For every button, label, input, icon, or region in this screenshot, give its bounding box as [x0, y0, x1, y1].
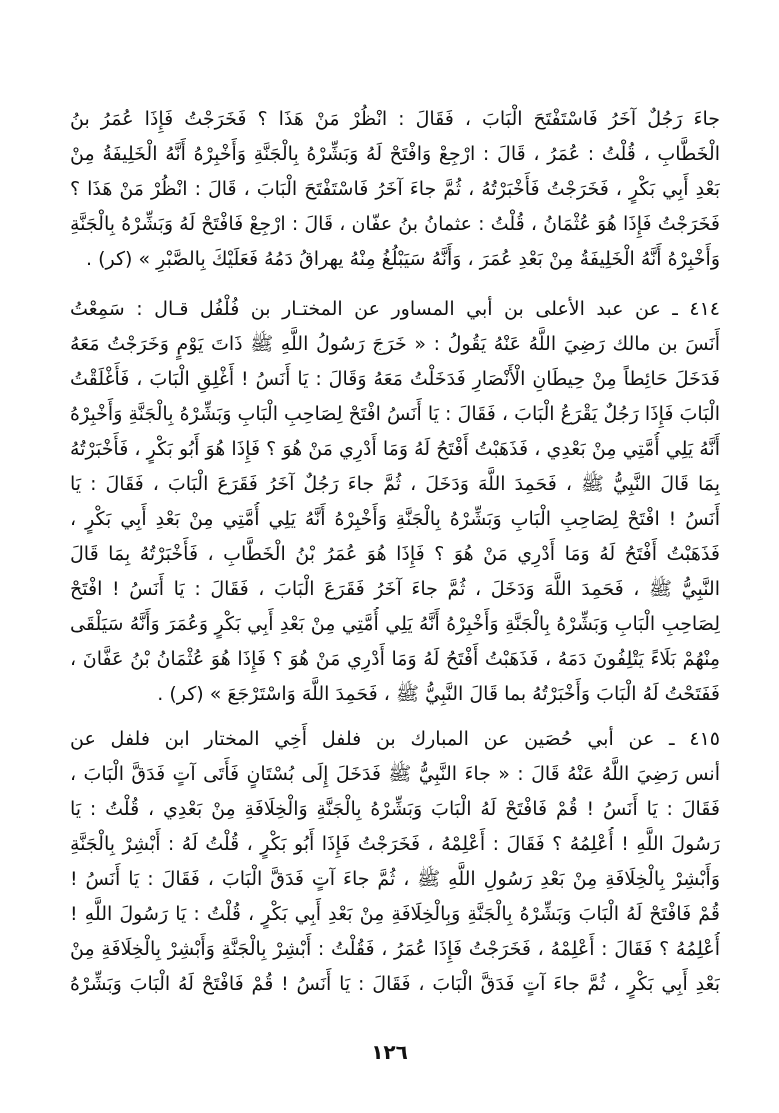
page-number: ١٢٦: [371, 1040, 408, 1064]
text-line: ٤١٥ ـ عن أبي حُصَين عن المبارك بن فلفل أَخِي المختار ابن فلفل عن: [70, 728, 720, 750]
hadith-414: [70, 292, 720, 712]
paragraph-continuation: [70, 102, 720, 277]
text-line: أُعْلِمُهُ ؟ فَقَالَ : أَعْلِمْهُ ، فَخَرَجْتُ فَإِذَا عُمَرُ ، فَقُلْتُ : أَبْشِرْ بِالْجَنَّةِ وَأَبْشِرْ بِالْخِلَافَةِ مِنْ: [70, 938, 720, 960]
text-line: أَنَسُ ! افْتَحْ لِصَاحِبِ الْبَابِ وَبَشِّرْهُ بِالْجَنَّةِ وَأَخْبِرْهُ أَنَّهُ يَلِي أُمَّتِي مِنْ بَعْدِ أَبِي بَكْرٍ ،: [70, 508, 720, 530]
text-line: جاءَ رَجُلٌ آخَرُ فَاسْتَفْتَحَ الْبَابَ ، فَقَالَ : انْظُرْ مَنْ هَذَا ؟ فَخَرَجْتُ فَإِذَا عُمَرُ بنُ: [70, 108, 720, 130]
text-line: النَّبِيُّ ﷺ ، فَحَمِدَ اللَّهَ وَدَخَلَ ، ثُمَّ جاءَ آخَرُ فَقَرَعَ الْبَابَ ، فَقَالَ : يَا أَنَسُ ! افْتَحْ: [70, 578, 720, 600]
text-line: قُمْ فَافْتَحْ لَهُ الْبَابَ وَبَشِّرْهُ بِالْجَنَّةِ وَبِالْخِلَافَةِ مِنْ بَعْدِ أَبِي بَكْرٍ ، قُلْتُ : يَا رَسُولَ اللَّهِ !: [70, 903, 720, 925]
text-line: الْخَطَّابِ ، قُلْتُ : عُمَرُ ، قَالَ : ارْجِعْ وَافْتَحْ لَهُ وَبَشِّرْهُ بِالْجَنَّةِ وَأَخْبِرْهُ أَنَّهُ الْخَلِيفَةُ مِنْ: [70, 143, 720, 165]
text-line: أَنَسَ بن مالك رَضِيَ اللَّهُ عَنْهُ يَقُولُ : « خَرَجَ رَسُولُ اللَّهِ ﷺ ذَاتَ يَوْمٍ وَخَرَجْتُ مَعَهُ: [70, 333, 720, 355]
text-line: ٤١٤ ـ عن عبد الأعلى بن أبي المساور عن المختـار بن فُلْفُل قـال : سَمِعْتُ: [70, 298, 720, 320]
text-line: فَخَرَجْتُ فَإِذَا هُوَ عُثْمَانُ ، قُلْتُ : عثمانُ بنُ عفّان ، قَالَ : ارْجِعْ فَافْتَحْ لَهُ وَبَشِّرْهُ بِالْجَنَّةِ: [70, 213, 720, 235]
text-line: أنس رَضِيَ اللَّهُ عَنْهُ قَالَ : « جاءَ النَّبِيُّ ﷺ فَدَخَلَ إِلَى بُسْتَانٍ فَأَتَى آتٍ فَدَقَّ الْبَابَ ،: [70, 763, 720, 785]
hadith-415: [70, 722, 720, 1002]
text-line: وَأَبْشِرْ بِالْخِلَافَةِ مِنْ بَعْدِ رَسُولِ اللَّهِ ﷺ ، ثُمَّ جاءَ آتٍ فَدَقَّ الْبَابَ ، فَقَالَ : يَا أَنَسُ !: [70, 868, 720, 890]
text-line: فَفَتَحْتُ لَهُ الْبَابَ وَأَخْبَرْتُهُ بما قَالَ النَّبِيُّ ﷺ ، فَحَمِدَ اللَّهَ وَاسْتَرْجَعَ » (كر) .: [157, 683, 720, 705]
text-line: فَدَخَلَ حَائِطاً مِنْ حِيطَانِ الْأَنْصَارِ فَدَخَلْتُ مَعَهُ وَقَالَ : يَا أَنَسُ ! أَغْلِقِ الْبَابَ ، فَأَغْلَقْتُ: [70, 368, 720, 390]
text-line: فَقَالَ : يَا أَنَسُ ! قُمْ فَافْتَحْ لَهُ الْبَابَ وَبَشِّرْهُ بِالْجَنَّةِ وَالْخِلَافَةِ مِنْ بَعْدِي ، قُلْتُ : يَا: [70, 798, 720, 820]
text-line: مِنْهُمْ بَلَاءً يَتْلِفُونَ دَمَهُ ، فَذَهَبْتُ أَفْتَحُ لَهُ وَمَا أَدْرِي مَنْ هُوَ ؟ فَإِذَا هُوَ عُثْمَانُ بْنُ عَفَّانَ ،: [70, 648, 720, 670]
text-line: الْبَابَ فَإِذَا رَجُلٌ يَقْرَعُ الْبَابَ ، فَقَالَ : يَا أَنَسُ افْتَحْ لِصَاحِبِ الْبَابِ وَبَشِّرْهُ بِالْجَنَّةِ وَأَخْبِرْهُ: [70, 403, 720, 425]
text-line: بِمَا قَالَ النَّبِيُّ ﷺ ، فَحَمِدَ اللَّهَ وَدَخَلَ ، ثُمَّ جاءَ رَجُلٌ آخَرُ فَقَرَعَ الْبَابَ ، فَقَالَ : يَا: [70, 473, 720, 495]
text-line: بَعْدِ أَبِي بَكْرٍ ، ثُمَّ جاءَ آتٍ فَدَقَّ الْبَابَ ، فَقَالَ : يَا أَنَسُ ! قُمْ فَافْتَحْ لَهُ الْبَابَ وَبَشِّرْهُ: [70, 973, 720, 995]
text-line: لِصَاحِبِ الْبَابِ وَبَشِّرْهُ بِالْجَنَّةِ وَأَخْبِرْهُ أَنَّهُ يَلِي أُمَّتِي مِنْ بَعْدِ أَبِي بَكْرٍ وَعُمَرَ وَأَنَّهُ سَيَلْقَى: [70, 613, 720, 635]
text-line: رَسُولَ اللَّهِ ! أُعْلِمُهُ ؟ فَقَالَ : أَعْلِمْهُ ، فَخَرَجْتُ فَإِذَا أَبُو بَكْرٍ ، قُلْتُ لَهُ : أَبْشِرْ بِالْجَنَّةِ: [70, 833, 720, 855]
text-line: وَأَخْبِرْهُ أَنَّهُ الْخَلِيفَةُ مِنْ بَعْدِ عُمَرَ ، وَأَنَّهُ سَيَبْلُغُ مِنْهُ يهراقُ دَمُهُ فَعَلَيْكَ بِالصَّبْرِ » (كر) .: [86, 248, 720, 270]
text-line: بَعْدِ أَبِي بَكْرٍ ، فَخَرَجْتُ فَأَخْبَرْتُهُ ، ثُمَّ جاءَ آخَرُ فَاسْتَفْتَحَ الْبَابَ ، قَالَ : انْظُرْ مَنْ هَذَا ؟: [70, 178, 720, 200]
text-line: أَنَّهُ يَلِي أُمَّتِي مِنْ بَعْدِي ، فَذَهَبْتُ أَفْتَحُ لَهُ وَمَا أَدْرِي مَنْ هُوَ ؟ فَإِذَا هُوَ أَبُو بَكْرٍ ، فَأَخْبَرْتُهُ: [70, 438, 720, 460]
text-line: فَذَهَبْتُ أَفْتَحُ لَهُ وَمَا أَدْرِي مَنْ هُوَ ؟ فَإِذَا هُوَ عُمَرُ بْنُ الْخَطَّابِ ، فَأَخْبَرْتُهُ بِمَا قَالَ: [70, 543, 720, 565]
